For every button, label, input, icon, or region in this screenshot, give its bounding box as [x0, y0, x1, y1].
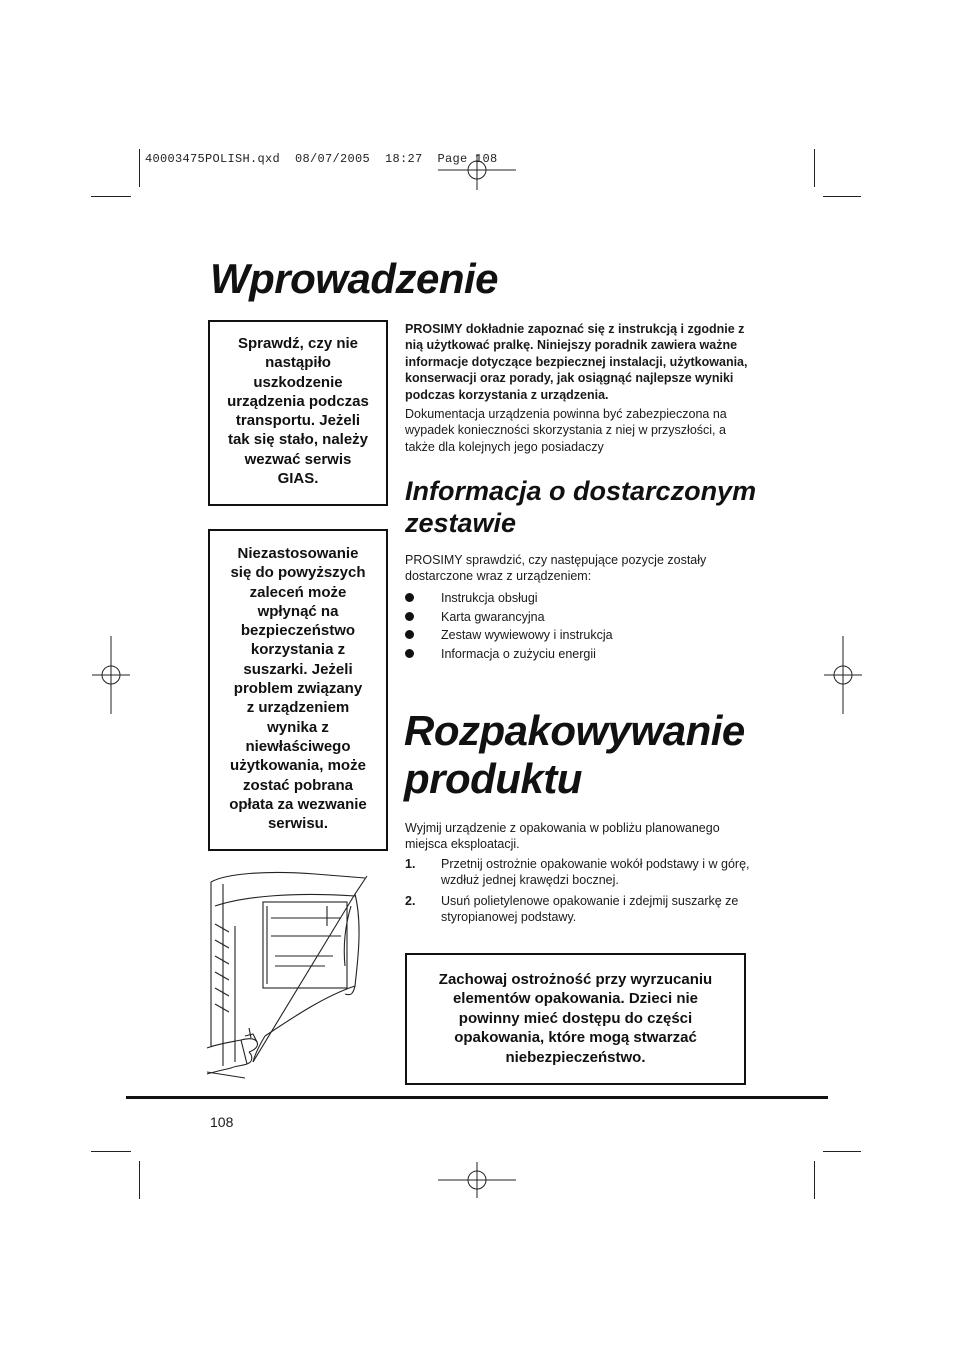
- crop-mark: [814, 1161, 815, 1199]
- box-line: serwisu.: [267, 815, 328, 833]
- registration-mark-bottom: [438, 1160, 516, 1200]
- box-line: nastąpiło: [265, 354, 331, 372]
- file-slug: 40003475POLISH.qxd 08/07/2005 18:27 Page 108: [145, 152, 498, 166]
- box-line: urządzenia podczas: [227, 392, 369, 410]
- list-item-text: Instrukcja obsługi: [441, 591, 538, 605]
- box-line: uszkodzenie: [253, 373, 343, 391]
- box-line: problem związany: [233, 680, 363, 698]
- box-line: niebezpieczeństwo.: [505, 1048, 646, 1066]
- bullet-icon: [405, 593, 414, 602]
- registration-mark-right: [822, 636, 864, 714]
- step-item: [405, 856, 750, 889]
- list-item: [405, 589, 750, 608]
- box-line: GIAS.: [277, 470, 319, 488]
- step-item: [405, 893, 750, 926]
- box-line: elementów opakowania. Dzieci nie: [452, 990, 699, 1008]
- box-line: transportu. Jeżeli: [235, 412, 361, 430]
- service-fee-box: [208, 529, 388, 851]
- bullet-icon: [405, 630, 414, 639]
- box-line: zostać pobrana: [242, 776, 353, 794]
- dryer-unpacking-illustration: [205, 866, 377, 1082]
- box-line: powinny mieć dostępu do części: [458, 1009, 693, 1027]
- box-line: użytkowania, może: [230, 757, 366, 775]
- box-line: Sprawdź, czy nie: [237, 335, 359, 352]
- box-line: z urządzeniem: [246, 699, 350, 717]
- list-item: [405, 626, 750, 645]
- box-line: opłata za wezwanie: [229, 795, 367, 813]
- unpacking-heading: Rozpakowywanie produktu: [404, 707, 745, 802]
- box-line: bezpieczeństwo: [240, 622, 356, 640]
- list-item: [405, 608, 750, 627]
- step-text: Przetnij ostrożnie opakowanie wokół podstawy i w górę, wzdłuż jednej krawędzi bocznej.: [441, 857, 750, 888]
- intro-paragraph: Dokumentacja urządzenia powinna być zabezpieczona na wypadek konieczności skorzystania z niej w przyszłości, a także dla kolejnych jego posiadaczy: [405, 407, 727, 454]
- bullet-icon: [405, 612, 414, 621]
- box-line: wpłynąć na: [257, 602, 339, 620]
- box-line: tak się stało, należy: [227, 431, 369, 449]
- crop-mark: [91, 1151, 131, 1152]
- box-line: korzystania z: [250, 641, 346, 659]
- unpacking-intro: Wyjmij urządzenie z opakowania w pobliżu planowanego miejsca eksploatacji.: [405, 821, 720, 852]
- step-number: 1.: [405, 857, 416, 871]
- list-item-text: Zestaw wywiewowy i instrukcja: [441, 628, 613, 643]
- intro-bold-paragraph: PROSIMY dokładnie zapoznać się z instrukcją i zgodnie z nią użytkować pralkę. Niniejszy poradnik zawiera ważne informacje dotyczące bezpiecznej instalacji, użytkowania, konserwacji oraz porady, jak osiągnąć najlepsze wyniki podczas korzystania z urządzenia.: [405, 322, 748, 402]
- list-item: [405, 645, 750, 664]
- box-line: Niezastosowanie: [237, 545, 359, 562]
- page-title: Wprowadzenie: [210, 255, 499, 302]
- step-text: Usuń polietylenowe opakowanie i zdejmij suszarkę ze styropianowej podstawy.: [441, 893, 739, 925]
- crop-mark: [139, 149, 140, 187]
- unpacking-steps: [405, 856, 750, 930]
- list-item-text: Karta gwarancyjna: [441, 609, 545, 624]
- delivery-intro: PROSIMY sprawdzić, czy następujące pozycje zostały dostarczone wraz z urządzeniem:: [405, 553, 707, 584]
- delivery-list: [405, 589, 750, 664]
- packaging-warning-box: [405, 953, 746, 1085]
- registration-mark-left: [90, 636, 132, 714]
- bullet-icon: [405, 649, 414, 658]
- step-number: 2.: [405, 893, 416, 908]
- box-line: zaleceń może: [249, 583, 347, 601]
- footer-rule: [126, 1096, 828, 1099]
- list-item-text: Informacja o zużyciu energii: [441, 647, 596, 662]
- box-line: opakowania, które mogą stwarzać: [454, 1029, 697, 1047]
- crop-mark: [91, 196, 131, 197]
- crop-mark: [823, 196, 861, 197]
- crop-mark: [814, 149, 815, 187]
- delivery-heading: Informacja o dostarczonym zestawie: [405, 476, 757, 538]
- crop-mark: [823, 1151, 861, 1152]
- crop-mark: [139, 1161, 140, 1199]
- box-line: niewłaściwego: [245, 737, 351, 755]
- transport-damage-box: [208, 320, 388, 506]
- box-line: wynika z: [267, 718, 329, 736]
- page-number: 108: [210, 1114, 234, 1130]
- box-line: się do powyższych: [230, 564, 366, 582]
- box-line: wezwać serwis: [244, 450, 352, 468]
- box-line: suszarki. Jeżeli: [243, 660, 353, 678]
- box-line: Zachowaj ostrożność przy wyrzucaniu: [438, 971, 713, 988]
